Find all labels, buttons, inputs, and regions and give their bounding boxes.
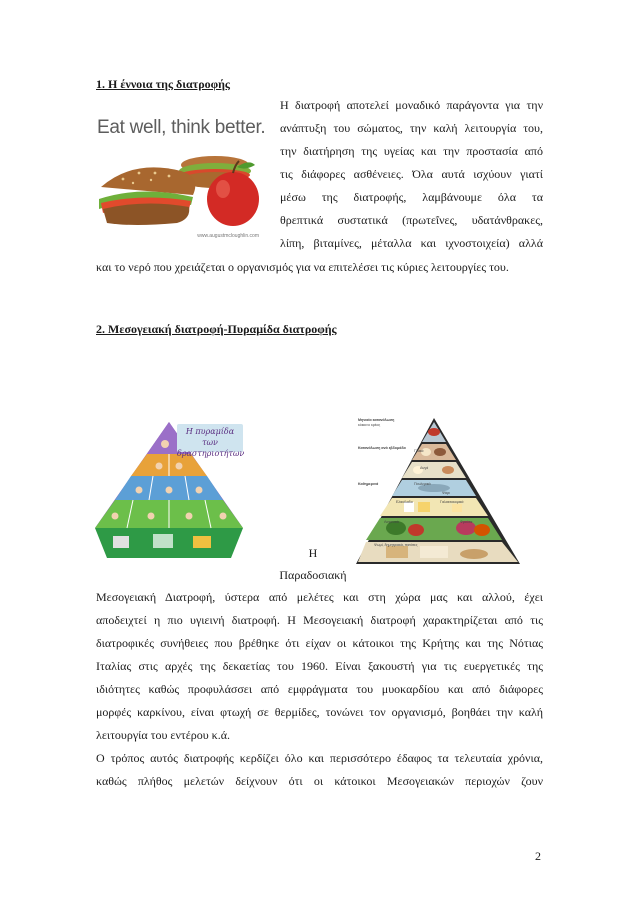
center-text-line-2: Παραδοσιακή [279,568,347,582]
paragraph-line: μέσω της διατροφής, λαμβάνουμε όλα τα [280,190,543,204]
label-olive-oil: Ελαιόλαδο [396,500,413,504]
label-bread: Ψωμί, δημητριακά, πατάτες [374,543,418,547]
label-fish: Ψάρι [442,491,450,495]
body-paragraph-2 [96,747,543,793]
paragraph-line: την διατήρηση της υγείας και την προστασία από [280,144,543,158]
label-weekly: Κατανάλωση ανά εβδομάδα [358,446,406,450]
section-1-heading: 1. Η έννοια της διατροφής [96,77,230,91]
paragraph-line: ιδιότητες καθώς προφυλάσσει από εμφράγματα του μυοκαρδίου και από διάφορες [96,682,543,696]
label-sweets: Γλυκά [414,449,424,453]
label-vegetables: Λαχανικά [384,520,399,524]
section-1-paragraph [280,94,543,255]
paragraph-line: διατροφικές συνήθειες που βρέθηκε ότι είχαν οι κάτοικοι της Κρήτης και της Νότιας [96,636,543,650]
label-fruits: Φρούτα [460,520,473,524]
paragraph-line: αποδειχτεί η πιο υγιεινή διατροφή. Η Μεσογειακή διατροφή χαρακτηρίζεται από τις [96,613,543,627]
paragraph-line: τις διάφορες ασθένειες. Όλα αυτά ισχύουν γιατί [280,167,543,181]
label-poultry: Πουλερικά [414,482,431,486]
label-monthly-item: κόκκινο κρέας [358,423,381,427]
paragraph-line: Μεσογειακή Διατροφή, ύστερα από μελέτες και στη χώρα μας και αλλού, έχει [96,590,543,604]
sandwich-apple-illustration [93,113,267,243]
food-pyramid-image [356,416,522,568]
paragraph-line: καθώς πλήθος μελετών δείχνουν ότι οι κάτοικοι Μεσογειακών περιοχών ζουν [96,774,543,788]
label-dairy: Γαλακτοκομικά [440,500,464,504]
label-daily: Καθημερινά [358,482,379,486]
paragraph-line: μορφές καρκίνου, είναι φτωχή σε θερμίδες, τονώνει τον οργανισμό, βοηθάει την καλή [96,705,543,719]
pyramid-title-line-1: Η πυραμίδα των [185,427,235,447]
label-eggs: Αυγά [420,466,429,470]
label-monthly: Μηνιαία κατανάλωση [358,418,395,422]
paragraph-line: Η διατροφή αποτελεί μοναδικό παράγοντα για την [280,98,543,112]
paragraph-line: λειτουργία του εντέρου κ.ά. [96,728,231,742]
pyramid-title-box [177,424,245,458]
paragraph-line: και το νερό που χρειάζεται ο οργανισμός για να επιτελέσει τις κύριες λειτουργίες του. [96,260,509,274]
image-url: www.augustmcloughlin.com [197,233,259,239]
page-number: 2 [535,849,541,863]
center-text-line-1: Η [308,546,318,560]
paragraph-line: λίπη, βιταμίνες, μέταλλα και ιχνοστοιχεία) αλλά [280,236,543,250]
paragraph-line: ανάπτυξη του σώματος, την καλή λειτουργία του, [280,121,543,135]
paragraph-line: Ο τρόπος αυτός διατροφής κερδίζει όλο και περισσότερο έδαφος τα τελευταία χρόνια, [96,751,543,765]
pyramid-title [177,426,243,459]
section-1-full-line [96,256,543,279]
paragraph-line: Ιταλίας στις αρχές της δεκαετίας του 1960. Είναι ξακουστή για τις ευεργετικές της [96,659,543,673]
eat-well-image [93,113,267,243]
image-slogan: Eat well, think better. [97,117,266,138]
section-2-heading: 2. Μεσογειακή διατροφή-Πυραμίδα διατροφής [96,322,337,336]
paragraph-line: θρεπτικά συστατικά (πρωτεΐνες, υδατάνθρακες, [280,213,543,227]
pyramid-title-line-2: δραστηριοτήτων [177,449,245,458]
body-paragraph-1 [96,586,543,747]
activity-pyramid-image [93,418,245,564]
